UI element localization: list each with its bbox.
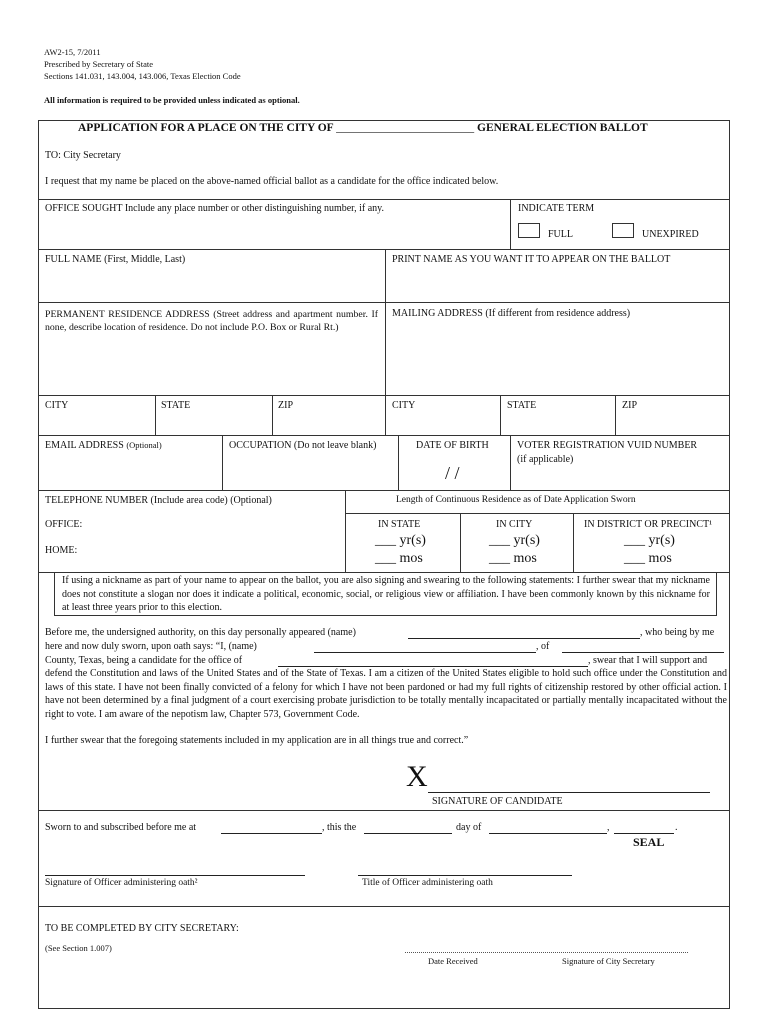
mailing-city-label: CITY: [392, 400, 416, 411]
vuid-label: VOTER REGISTRATION VUID NUMBER: [517, 440, 698, 451]
sworn-text-b: , this the: [322, 822, 357, 833]
divider: [38, 249, 730, 250]
form-id: AW2-15, 7/2011: [44, 47, 101, 57]
home-phone-field[interactable]: [90, 541, 340, 559]
sworn-text-e: .: [675, 822, 678, 833]
seal-label: SEAL: [633, 835, 665, 849]
appeared-name-blank[interactable]: [408, 638, 640, 639]
prescribed-by: Prescribed by Secretary of State: [44, 59, 154, 69]
nickname-statement: If using a nickname as part of your name to appear on the ballot, you are also signing and swearing to the following statements: I further swear that my nickname does not constitute a slogan nor does it indicate a political, economic, social, or religious view or affiliation. I have been commonly known by this nickname for at least three years prior to this election.: [62, 575, 710, 613]
oath-line-3b: , swear that I will support and: [588, 655, 708, 666]
in-state-months[interactable]: ___ mos: [375, 551, 423, 566]
county-blank[interactable]: [562, 652, 724, 653]
divider: [38, 490, 730, 491]
divider: [38, 302, 730, 303]
dob-label: DATE OF BIRTH: [416, 440, 489, 451]
full-term-label: FULL: [548, 229, 573, 240]
city-name-blank[interactable]: ________________________: [336, 122, 475, 134]
required-notice: All information is required to be provided unless indicated as optional.: [44, 95, 300, 105]
full-name-field[interactable]: [38, 266, 383, 300]
officer-signature-line[interactable]: [45, 875, 305, 876]
residence-zip-label: ZIP: [278, 400, 293, 411]
oath-line-3a: County, Texas, being a candidate for the office of: [45, 655, 243, 666]
indicate-term-label: INDICATE TERM: [518, 203, 595, 214]
divider: [155, 395, 156, 435]
form-title: [78, 122, 648, 134]
secretary-heading: TO BE COMPLETED BY CITY SECRETARY:: [45, 923, 239, 934]
officer-title-label: Title of Officer administering oath: [362, 878, 493, 888]
divider: [38, 435, 730, 436]
office-phone-field[interactable]: [90, 515, 340, 533]
mailing-state-label: STATE: [507, 400, 537, 411]
unexpired-term-checkbox[interactable]: [612, 223, 634, 238]
office-phone-label: OFFICE:: [45, 519, 83, 530]
email-label: [45, 440, 162, 451]
in-city-label: IN CITY: [496, 519, 533, 530]
vuid-note: (if applicable): [517, 454, 574, 465]
sworn-text-d: ,: [607, 822, 610, 833]
signature-label: SIGNATURE OF CANDIDATE: [432, 796, 563, 807]
residence-length-label: Length of Continuous Residence as of Date Application Sworn: [396, 495, 636, 505]
title-post: GENERAL ELECTION BALLOT: [477, 122, 648, 134]
oath-line-1a: Before me, the undersigned authority, on this day personally appeared (name): [45, 627, 356, 638]
divider: [510, 435, 511, 490]
home-phone-label: HOME:: [45, 545, 78, 556]
full-name-label: FULL NAME (First, Middle, Last): [45, 254, 186, 265]
unexpired-term-label: UNEXPIRED: [642, 229, 699, 240]
secretary-signature-label: Signature of City Secretary: [562, 956, 655, 966]
in-city-years[interactable]: ___ yr(s): [489, 533, 540, 548]
divider: [615, 395, 616, 435]
to-line: TO: City Secretary: [45, 150, 121, 161]
in-district-label: IN DISTRICT OR PRECINCT¹: [584, 519, 713, 530]
divider: [38, 395, 730, 396]
occupation-label: OCCUPATION (Do not leave blank): [229, 440, 377, 451]
oath-line-2b: , of: [536, 641, 550, 652]
oath-body: defend the Constitution and laws of the United States and of the State of Texas. I am a citizen of the United States eligible to hold such office under the Constitution and laws of this state. I have not been finally convicted of a felony for which I have not been pardoned or had my full rights of citizenship restored by other official action. I have not been determined by a final judgment of a court exercising probate jurisdiction to be totally mentally incapacitated or partially mentally incapacitated without the right to vote. I am aware of the nepotism law, Chapter 573, Government Code.: [45, 668, 727, 720]
dob-field[interactable]: / /: [445, 463, 460, 483]
mailing-address-field[interactable]: [386, 322, 728, 393]
sworn-text-c: day of: [456, 822, 482, 833]
oath-line-2a: here and now duly sworn, upon oath says: “I, (name): [45, 641, 257, 652]
telephone-label: TELEPHONE NUMBER (Include area code) (Optional): [45, 495, 272, 506]
in-state-label: IN STATE: [378, 519, 421, 530]
email-label-text: EMAIL ADDRESS: [45, 440, 124, 451]
request-line: I request that my name be placed on the above-named official ballot as a candidate for the office indicated below.: [45, 176, 499, 187]
divider: [38, 810, 730, 811]
oath-further: I further swear that the foregoing statements included in my application are in all things true and correct.”: [45, 735, 469, 746]
title-pre: APPLICATION FOR A PLACE ON THE CITY OF: [78, 122, 334, 134]
sworn-year-blank[interactable]: [614, 833, 674, 834]
date-received-label: Date Received: [428, 956, 478, 966]
divider: [345, 513, 730, 514]
residence-address-field[interactable]: [38, 350, 383, 393]
divider: [460, 513, 461, 572]
ballot-name-label: PRINT NAME AS YOU WANT IT TO APPEAR ON THE BALLOT: [392, 254, 671, 265]
signature-x-mark: X: [406, 760, 428, 793]
in-city-months[interactable]: ___ mos: [489, 551, 537, 566]
officer-signature-label: Signature of Officer administering oath²: [45, 878, 198, 888]
full-term-checkbox[interactable]: [518, 223, 540, 238]
secretary-signature-line[interactable]: [405, 952, 688, 953]
divider: [38, 906, 730, 907]
residence-address-label: PERMANENT RESIDENCE ADDRESS (Street address and apartment number. If none, describe location of residence. Do not include P.O. Box or Rural Rt.): [45, 309, 378, 333]
mailing-zip-label: ZIP: [622, 400, 637, 411]
candidate-name-blank[interactable]: [314, 652, 536, 653]
in-district-years[interactable]: ___ yr(s): [624, 533, 675, 548]
occupation-field[interactable]: [223, 455, 396, 488]
sworn-day-blank[interactable]: [364, 833, 452, 834]
office-sought-label: OFFICE SOUGHT Include any place number or other distinguishing number, if any.: [45, 203, 384, 214]
candidate-signature-line[interactable]: [428, 792, 710, 793]
secretary-section: (See Section 1.007): [45, 943, 112, 953]
code-sections: Sections 141.031, 143.004, 143.006, Texas Election Code: [44, 71, 241, 81]
divider: [272, 395, 273, 435]
divider: [345, 490, 346, 572]
divider: [573, 513, 574, 572]
email-field[interactable]: [38, 455, 220, 488]
divider: [510, 199, 511, 249]
residence-city-label: CITY: [45, 400, 69, 411]
officer-title-line[interactable]: [358, 875, 572, 876]
sworn-month-blank[interactable]: [489, 833, 607, 834]
in-district-months[interactable]: ___ mos: [624, 551, 672, 566]
residence-state-label: STATE: [161, 400, 191, 411]
mailing-address-label: MAILING ADDRESS (If different from residence address): [392, 308, 631, 319]
ballot-name-field[interactable]: [386, 266, 728, 300]
divider: [38, 199, 730, 200]
office-sought-field[interactable]: [38, 214, 508, 248]
divider: [500, 395, 501, 435]
oath-line-1b: , who being by me: [640, 627, 715, 638]
sworn-location-blank[interactable]: [221, 833, 322, 834]
divider: [398, 435, 399, 490]
in-state-years[interactable]: ___ yr(s): [375, 533, 426, 548]
sworn-text-a: Sworn to and subscribed before me at: [45, 822, 197, 833]
email-optional: (Optional): [126, 440, 162, 450]
